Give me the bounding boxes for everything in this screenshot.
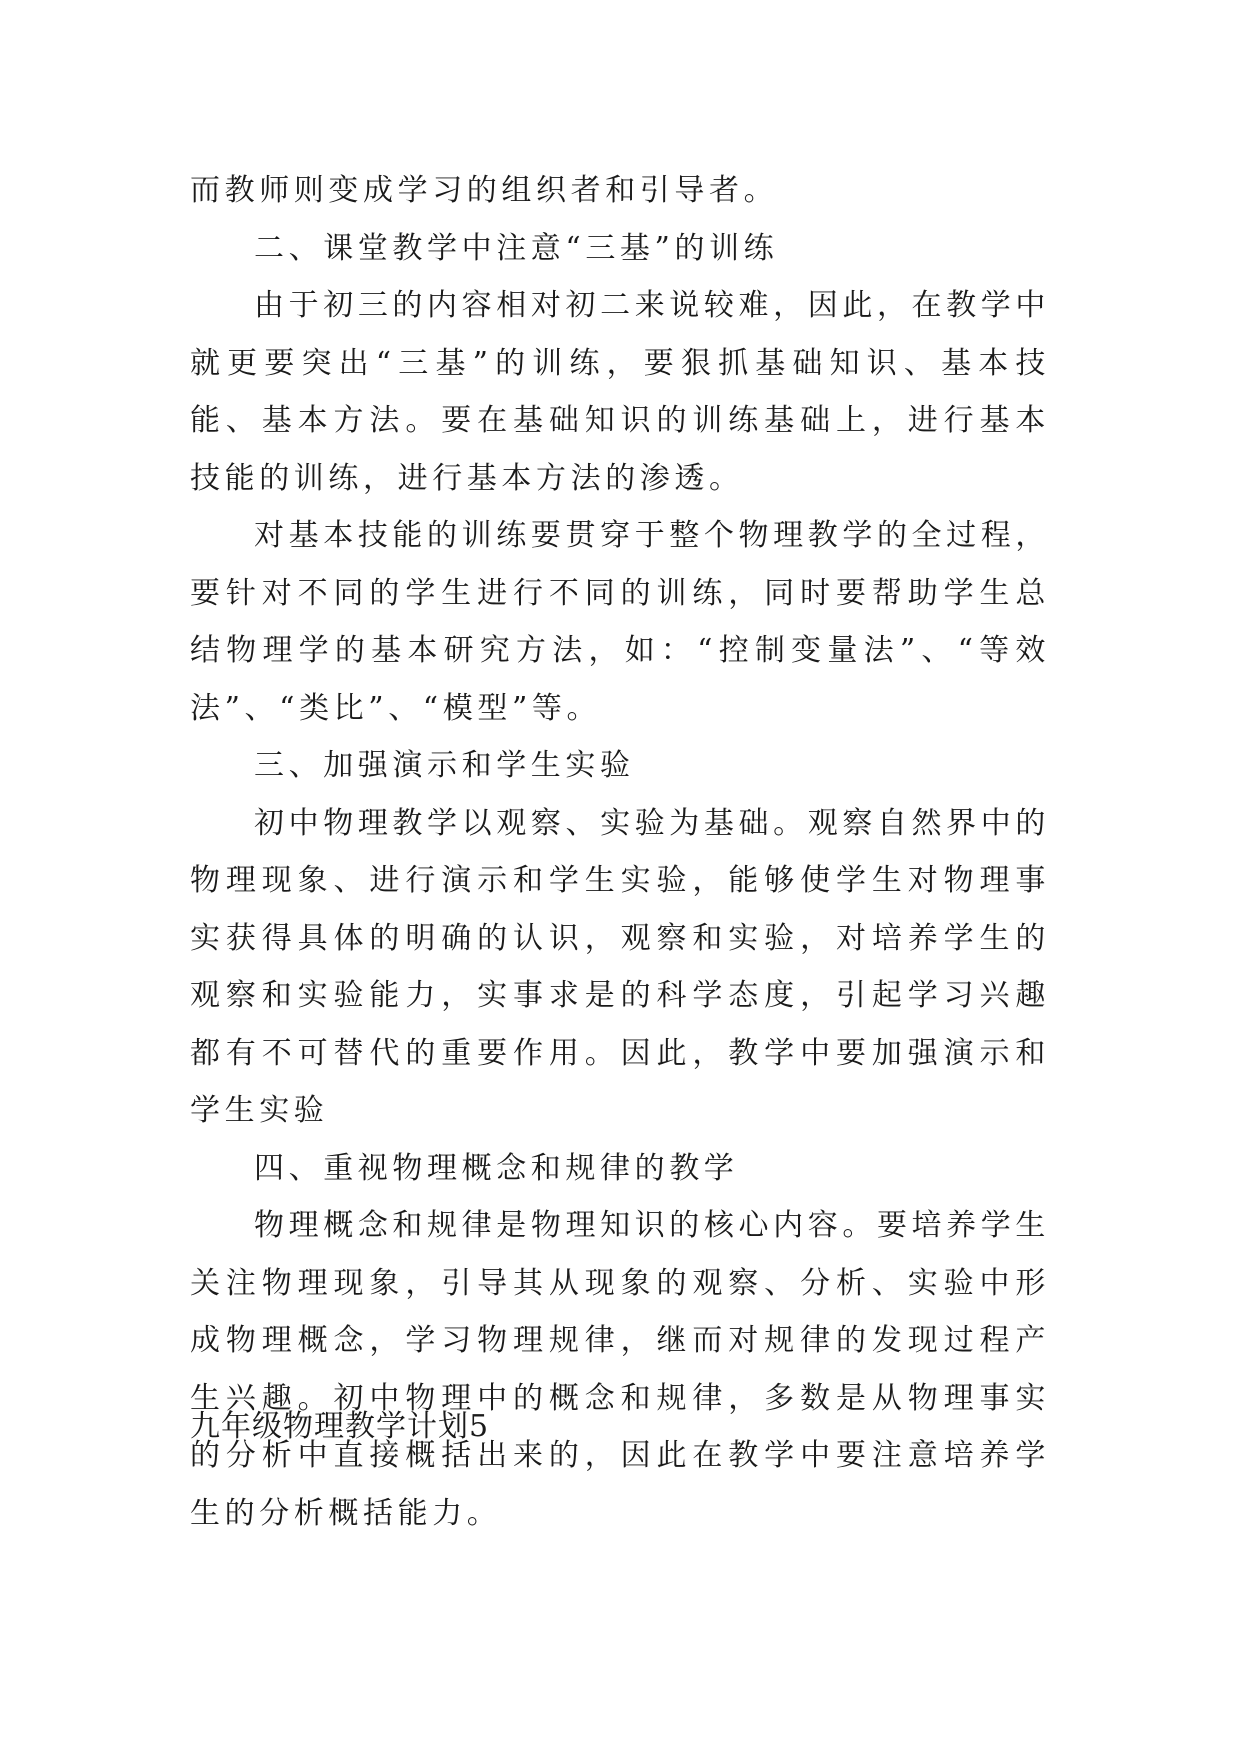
section-heading-3: 三、加强演示和学生实验 (254, 748, 635, 783)
section-heading-4: 四、重视物理概念和规律的教学 (254, 1150, 739, 1186)
paragraph: 初中物理教学以观察、实验为基础。观察自然界中的物理现象、进行演示和学生实验，能够使学生对物理事实获得具体的明确的认识，观察和实验，对培养学生的观察和实验能力，实事求是的科学态度，引起学习兴趣都有不可替代的重要作用。因此，教学中要加强演示和学生实验 (190, 805, 1050, 1128)
body-text (190, 162, 1050, 1542)
paragraph-continuation: 而教师则变成学习的组织者和引导者。 (190, 173, 779, 208)
paragraph: 由于初三的内容相对初二来说较难，因此，在教学中就更要突出“三基”的训练，要狠抓基础知识、基本技能、基本方法。要在基础知识的训练基础上，进行基本技能的训练，进行基本方法的渗透。 (190, 288, 1050, 496)
next-section-title: 九年级物理教学计划5 (190, 1409, 490, 1444)
section-heading-2: 二、课堂教学中注意“三基”的训练 (254, 230, 779, 266)
paragraph: 物理概念和规律是物理知识的核心内容。要培养学生关注物理现象，引导其从现象的观察、分析、实验中形成物理概念，学习物理规律，继而对规律的发现过程产生兴趣。初中物理中的概念和规律，多数是从物理事实的分析中直接概括出来的，因此在教学中要注意培养学生的分析概括能力。 (190, 1208, 1050, 1531)
paragraph: 对基本技能的训练要贯穿于整个物理教学的全过程，要针对不同的学生进行不同的训练，同时要帮助学生总结物理学的基本研究方法，如：“控制变量法”、“等效法”、“类比”、“模型”等。 (190, 518, 1050, 726)
